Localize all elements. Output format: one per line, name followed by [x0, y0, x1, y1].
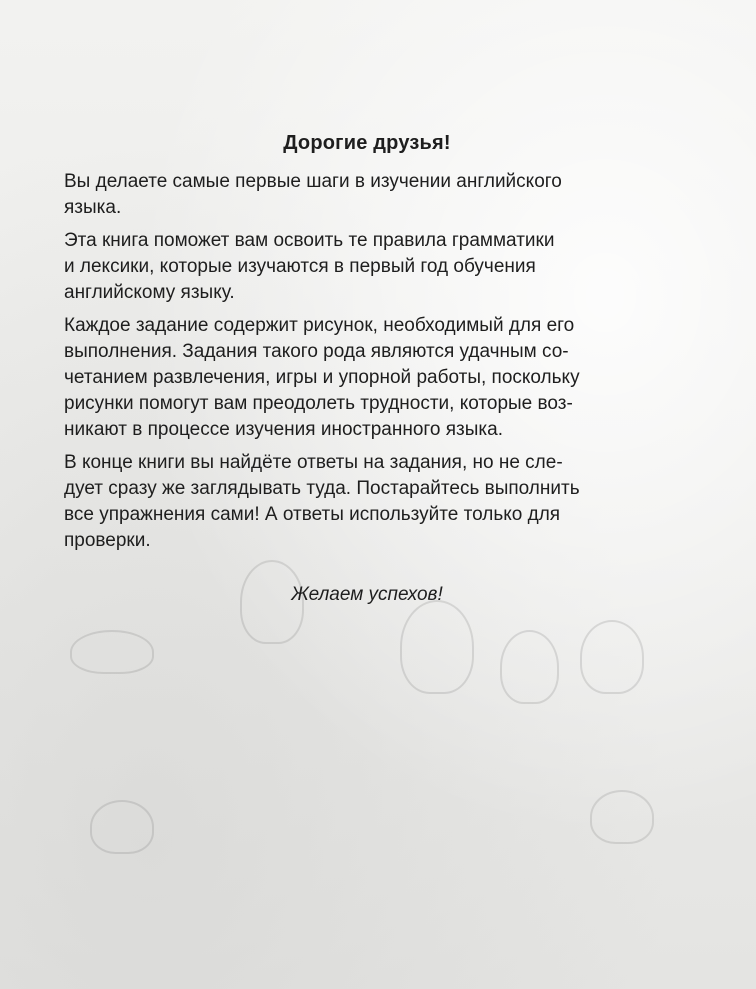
text-line: никают в процессе изучения иностранного языка. [64, 419, 503, 440]
bleed-figure [590, 790, 654, 844]
text-line: выполнения. Задания такого рода являются удачным со- [64, 341, 569, 362]
text-line: четанием развлечения, игры и упорной работы, поскольку [64, 367, 580, 388]
bleed-figure [500, 630, 559, 704]
closing-wish: Желаем успехов! [291, 584, 443, 605]
paragraph-1 [47, 169, 687, 221]
preface-text-block [47, 132, 687, 606]
bleed-figure [90, 800, 154, 854]
page-title: Дорогие друзья! [283, 132, 451, 154]
text-line: дует сразу же заглядывать туда. Постарайтесь выполнить [64, 478, 580, 499]
text-line: Каждое задание содержит рисунок, необходимый для его [64, 315, 575, 336]
text-line: проверки. [64, 530, 151, 551]
bleed-figure [400, 600, 474, 694]
text-line: Эта книга поможет вам освоить те правила грамматики [64, 230, 555, 251]
text-line: Вы делаете самые первые шаги в изучении английского [64, 171, 562, 192]
text-line: и лексики, которые изучаются в первый год обучения [64, 256, 536, 277]
paragraph-4 [47, 450, 687, 554]
paragraph-3 [47, 313, 687, 443]
text-line: языка. [64, 197, 122, 218]
text-line: В конце книги вы найдёте ответы на задания, но не сле- [64, 452, 563, 473]
bleed-figure [70, 630, 154, 674]
text-line: рисунки помогут вам преодолеть трудности, которые воз- [64, 393, 573, 414]
bleed-figure [580, 620, 644, 694]
paragraph-2 [47, 228, 687, 306]
text-line: английскому языку. [64, 282, 235, 303]
text-line: все упражнения сами! А ответы используйте только для [64, 504, 561, 525]
